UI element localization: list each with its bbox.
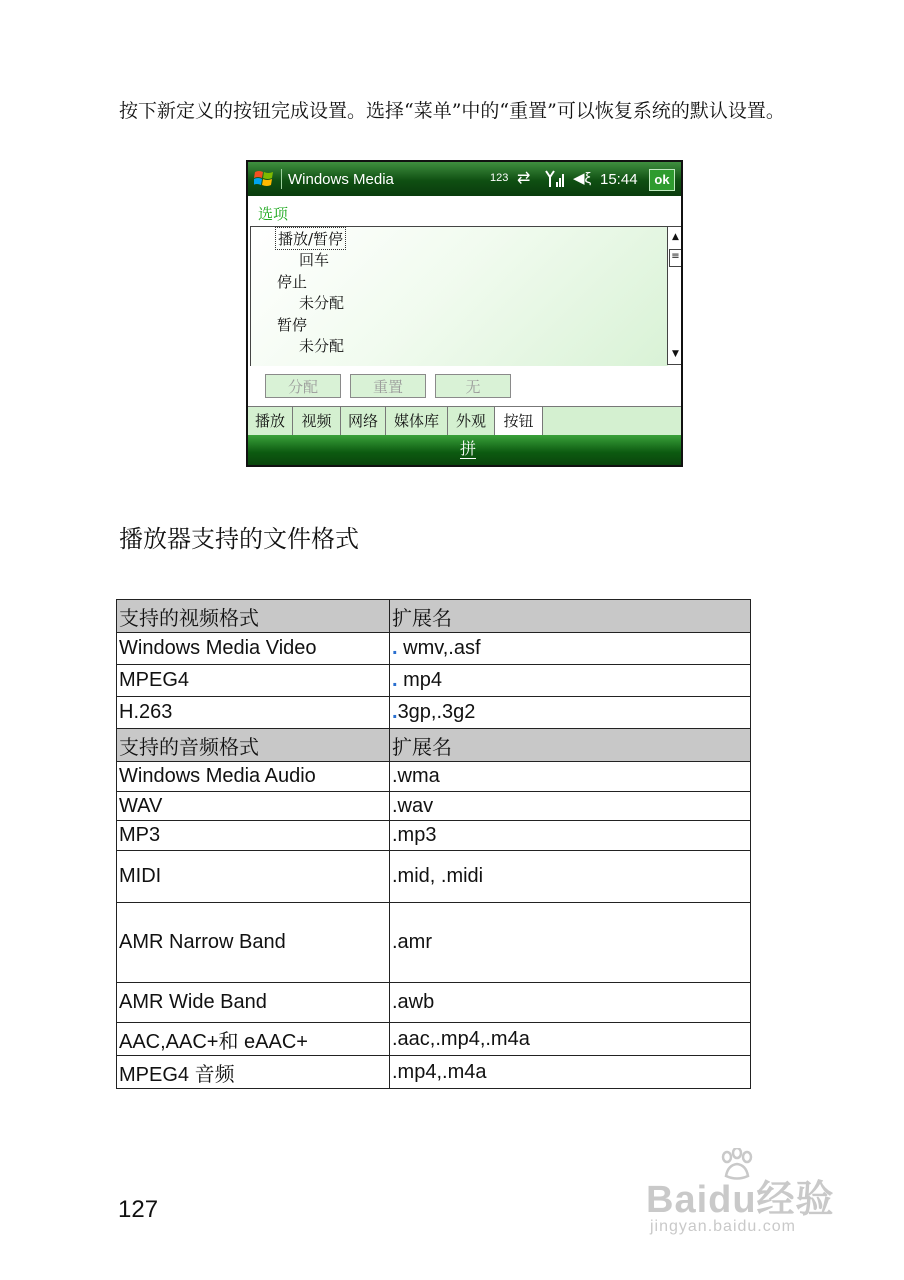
header-cell: 扩展名 <box>390 729 751 762</box>
app-title: Windows Media <box>288 171 394 188</box>
header-cell: 支持的视频格式 <box>117 600 390 633</box>
tab-video[interactable]: 视频 <box>293 407 341 435</box>
options-label: 选项 <box>258 205 289 223</box>
watermark-main-text: Baidu经验 <box>646 1179 835 1221</box>
table-row <box>117 762 751 792</box>
format-cell: MPEG4 <box>117 665 390 697</box>
page-number: 127 <box>118 1196 159 1223</box>
ok-button[interactable]: ok <box>649 169 675 191</box>
signal-strength-icon[interactable] <box>545 170 567 188</box>
table-row <box>117 792 751 821</box>
table-row <box>117 1023 751 1056</box>
table-row <box>117 983 751 1023</box>
format-cell: WAV <box>117 792 390 821</box>
extension-text: mp4 <box>403 669 443 691</box>
table-header-row <box>117 729 751 762</box>
table-row <box>117 633 751 665</box>
header-cell: 支持的音频格式 <box>117 729 390 762</box>
supported-formats-table <box>116 599 751 1089</box>
list-item[interactable]: 未分配 <box>299 294 345 312</box>
input-method-button[interactable]: 拼 <box>460 439 477 458</box>
format-cell: Windows Media Video <box>117 633 390 665</box>
format-cell: AMR Wide Band <box>117 983 390 1023</box>
extension-cell: .wma <box>390 762 751 792</box>
format-cell: H.263 <box>117 697 390 729</box>
tab-network[interactable]: 网络 <box>341 407 386 435</box>
tab-appearance[interactable]: 外观 <box>448 407 495 435</box>
list-item[interactable]: 回车 <box>299 251 330 269</box>
table-row <box>117 665 751 697</box>
header-cell: 扩展名 <box>390 600 751 633</box>
format-cell: MPEG4 音频 <box>117 1056 390 1089</box>
table-header-row <box>117 600 751 633</box>
scroll-down-icon[interactable]: ▼ <box>672 349 679 359</box>
button-mapping-list[interactable] <box>250 226 668 367</box>
reset-button[interactable]: 重置 <box>350 374 426 398</box>
none-button[interactable]: 无 <box>435 374 511 398</box>
input-mode-indicator: 123 <box>490 172 509 184</box>
list-item[interactable]: 停止 <box>277 273 308 291</box>
tab-bar <box>248 406 681 436</box>
list-item[interactable]: 暂停 <box>277 316 308 334</box>
table-row <box>117 821 751 851</box>
extension-cell: .aac,.mp4,.m4a <box>390 1023 751 1056</box>
title-bar <box>248 162 681 196</box>
volume-icon[interactable]: ◀ξ <box>573 170 592 187</box>
phone-screenshot <box>246 160 683 467</box>
list-scrollbar[interactable] <box>667 226 683 365</box>
list-item[interactable]: 播放/暂停 <box>275 227 346 250</box>
scroll-thumb[interactable]: ≡ <box>669 249 682 267</box>
extension-cell <box>390 697 751 729</box>
watermark-url: jingyan.baidu.com <box>650 1218 796 1235</box>
extension-cell: .wav <box>390 792 751 821</box>
format-cell: MP3 <box>117 821 390 851</box>
tab-play[interactable]: 播放 <box>248 407 293 435</box>
list-item[interactable]: 未分配 <box>299 337 345 355</box>
extension-text: 3gp,.3g2 <box>397 701 476 723</box>
sync-icon[interactable]: ⇄ <box>517 170 531 187</box>
scroll-up-icon[interactable]: ▲ <box>672 232 679 242</box>
format-cell: Windows Media Audio <box>117 762 390 792</box>
extension-dot: . <box>392 637 398 659</box>
intro-paragraph: 按下新定义的按钮完成设置。选择“菜单”中的“重置”可以恢复系统的默认设置。 <box>119 100 785 122</box>
table-row <box>117 903 751 983</box>
extension-text: wmv,.asf <box>403 637 481 659</box>
extension-cell <box>390 633 751 665</box>
section-heading: 播放器支持的文件格式 <box>119 525 359 553</box>
title-separator <box>281 169 282 189</box>
extension-cell: .amr <box>390 903 751 983</box>
format-cell: AMR Narrow Band <box>117 903 390 983</box>
extension-cell: .mp4,.m4a <box>390 1056 751 1089</box>
table-row <box>117 697 751 729</box>
extension-cell: .mid, .midi <box>390 851 751 903</box>
table-row <box>117 851 751 903</box>
format-cell: MIDI <box>117 851 390 903</box>
assign-button[interactable]: 分配 <box>265 374 341 398</box>
table-row <box>117 1056 751 1089</box>
baidu-watermark <box>640 1150 860 1250</box>
soft-key-bar <box>248 435 681 467</box>
extension-dot: . <box>392 701 398 723</box>
clock[interactable]: 15:44 <box>600 171 638 188</box>
extension-cell: .mp3 <box>390 821 751 851</box>
windows-start-icon[interactable] <box>254 169 274 189</box>
extension-cell <box>390 665 751 697</box>
extension-cell: .awb <box>390 983 751 1023</box>
format-cell: AAC,AAC+和 eAAC+ <box>117 1023 390 1056</box>
action-buttons <box>248 366 681 406</box>
tab-library[interactable]: 媒体库 <box>386 407 448 435</box>
extension-dot: . <box>392 669 398 691</box>
tab-buttons[interactable]: 按钮 <box>495 407 543 435</box>
